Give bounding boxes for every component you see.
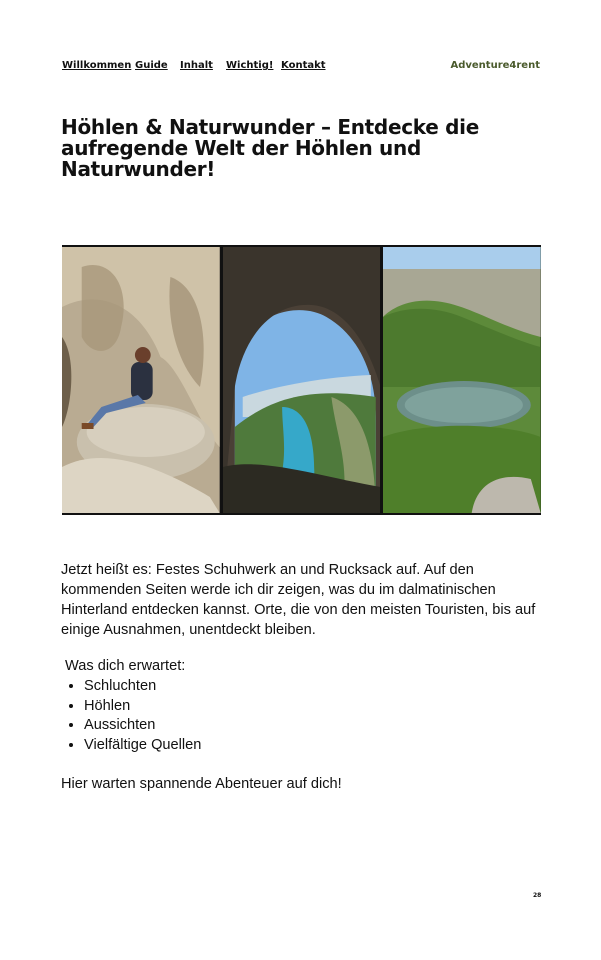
canyon-lake-photo bbox=[383, 247, 541, 513]
nav-wichtig[interactable]: Wichtig! bbox=[226, 60, 274, 71]
nav-guide[interactable]: Guide bbox=[135, 60, 168, 71]
nav-kontakt[interactable]: Kontakt bbox=[281, 60, 326, 71]
page-number: 28 bbox=[533, 892, 542, 899]
closing-line: Hier warten spannende Abenteuer auf dich! bbox=[61, 776, 342, 792]
nav-willkommen[interactable]: Willkommen bbox=[62, 60, 132, 71]
woman-on-rock-photo bbox=[62, 247, 220, 513]
list-item: • Vielfältige Quellen bbox=[84, 736, 201, 756]
brand-name: Adventure4rent bbox=[450, 60, 540, 71]
expect-list bbox=[62, 677, 201, 756]
photo-collage bbox=[62, 245, 541, 515]
expect-heading: Was dich erwartet: bbox=[65, 658, 186, 674]
list-item: • Höhlen bbox=[84, 697, 201, 717]
cave-arch-river-photo bbox=[223, 247, 381, 513]
page-title: Höhlen & Naturwunder – Entdecke die aufregende Welt der Höhlen und Naturwunder! bbox=[61, 115, 479, 181]
nav-inhalt[interactable]: Inhalt bbox=[180, 60, 213, 71]
list-item: • Aussichten bbox=[84, 716, 201, 736]
intro-paragraph: Jetzt heißt es: Festes Schuhwerk an und Rucksack auf. Auf den kommenden Seiten werde ich dir zeigen, was du im dalmatinischen Hinterland entdecken kannst. Orte, die von den meisten Touristen, bis auf einige Ausnahmen, unentdeckt bleiben. bbox=[61, 562, 536, 638]
top-navigation bbox=[62, 60, 540, 74]
list-item: • Schluchten bbox=[84, 677, 201, 697]
